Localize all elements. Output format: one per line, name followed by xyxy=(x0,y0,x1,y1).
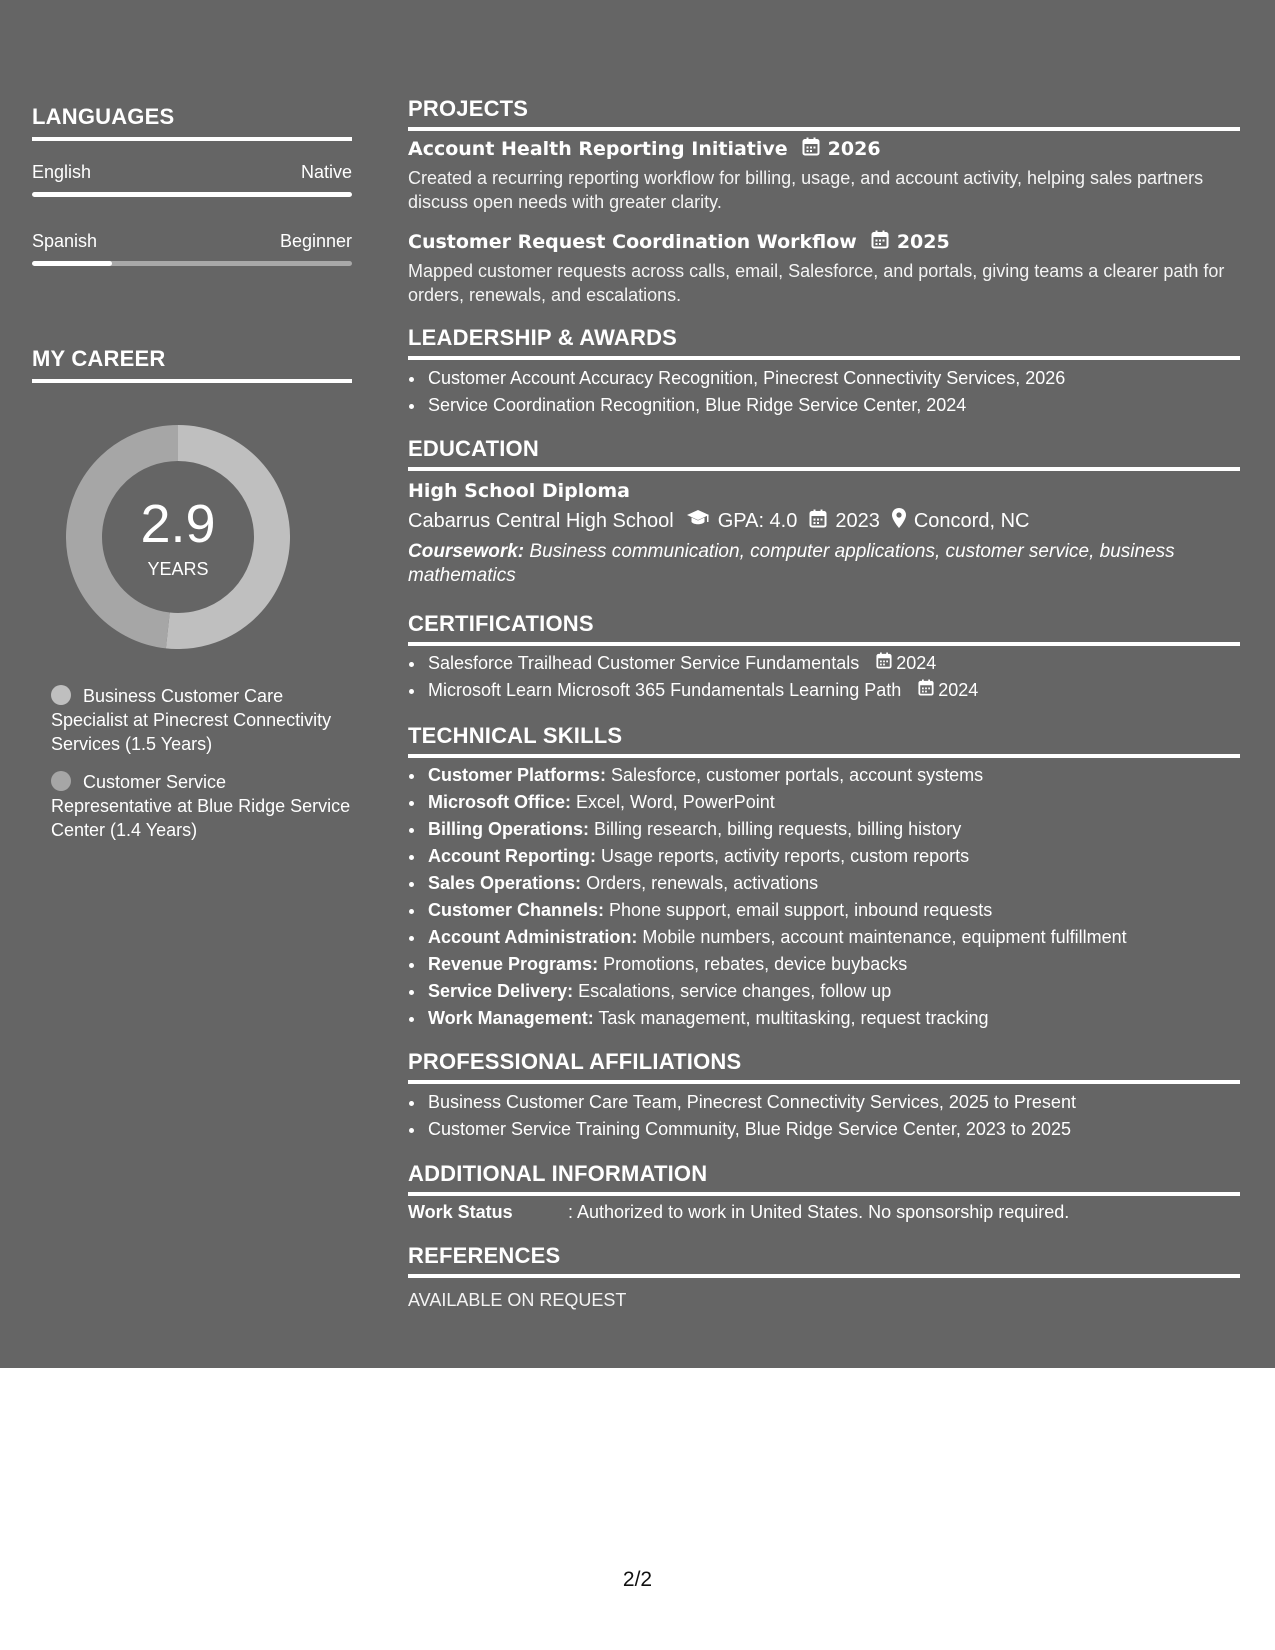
skill-value: Mobile numbers, account maintenance, equipment fulfillment xyxy=(637,927,1127,947)
references-text: AVAILABLE ON REQUEST xyxy=(408,1290,627,1310)
skill-label: Sales Operations: xyxy=(428,873,582,893)
education-item xyxy=(408,480,1240,588)
certification-name: Salesforce Trailhead Customer Service Fundamentals xyxy=(428,653,860,673)
projects-title: PROJECTS xyxy=(408,96,529,121)
skill-item xyxy=(426,843,1240,870)
section-rule xyxy=(408,467,1240,471)
skill-item xyxy=(426,978,1240,1005)
career-years-label: YEARS xyxy=(147,559,209,579)
education-year: 2023 xyxy=(835,509,880,532)
skill-label: Revenue Programs: xyxy=(428,954,599,974)
career-legend-item xyxy=(51,770,351,842)
language-level: Beginner xyxy=(279,231,352,251)
coursework-label: Coursework: xyxy=(408,541,525,562)
skill-item xyxy=(426,816,1240,843)
page-number: 2/2 xyxy=(622,1568,653,1591)
career-legend-text: Customer Service Representative at Blue Ridge Service Center (1.4 Years) xyxy=(51,772,351,840)
skill-label: Customer Platforms: xyxy=(428,765,607,785)
section-rule xyxy=(408,642,1240,646)
language-name: Spanish xyxy=(32,231,98,251)
project-description: Mapped customer requests across calls, email, Salesforce, and portals, giving teams a clearer path for orders, renewals, and escalations. xyxy=(408,261,1225,305)
project-year: 2026 xyxy=(827,138,881,160)
affiliations-section xyxy=(408,1049,1240,1084)
skill-item xyxy=(426,1005,1240,1032)
skill-label: Billing Operations: xyxy=(428,819,590,839)
education-location: Concord, NC xyxy=(913,509,1030,532)
work-status-value: : Authorized to work in United States. No sponsorship required. xyxy=(568,1202,1070,1222)
legend-dot xyxy=(51,685,71,705)
certifications-title: CERTIFICATIONS xyxy=(408,611,594,636)
language-name: English xyxy=(32,162,92,182)
skill-label: Work Management: xyxy=(428,1008,594,1028)
leadership-section xyxy=(408,325,1240,360)
calendar-icon xyxy=(802,137,820,161)
skill-value: Task management, multitasking, request tracking xyxy=(593,1008,989,1028)
career-total-years: 2.9 xyxy=(140,494,216,554)
skill-label: Customer Channels: xyxy=(428,900,605,920)
career-donut-chart xyxy=(66,425,290,649)
language-proficiency-bar xyxy=(32,192,352,197)
skill-item xyxy=(426,897,1240,924)
section-rule xyxy=(408,356,1240,360)
project-description: Created a recurring reporting workflow for billing, usage, and account activity, helping sales partners discuss open needs with greater clarity. xyxy=(408,168,1204,212)
skills-section xyxy=(408,723,1240,758)
section-rule xyxy=(32,137,352,141)
leadership-list xyxy=(408,365,1240,419)
project-name: Customer Request Coordination Workflow xyxy=(408,231,857,253)
education-title: EDUCATION xyxy=(408,436,539,461)
skill-item xyxy=(426,762,1240,789)
project-year: 2025 xyxy=(896,231,950,253)
project-item xyxy=(408,230,1240,307)
section-rule xyxy=(32,379,352,383)
skill-value: Orders, renewals, activations xyxy=(581,873,819,893)
skill-value: Promotions, rebates, device buybacks xyxy=(598,954,908,974)
calendar-icon xyxy=(871,230,889,254)
skill-value: Billing research, billing requests, billing history xyxy=(589,819,962,839)
certification-year: 2024 xyxy=(938,680,979,700)
skill-label: Microsoft Office: xyxy=(428,792,572,812)
skill-value: Usage reports, activity reports, custom reports xyxy=(596,846,970,866)
skill-value: Escalations, service changes, follow up xyxy=(573,981,892,1001)
graduation-cap-icon xyxy=(686,509,710,533)
section-rule xyxy=(408,754,1240,758)
references-section xyxy=(408,1243,1240,1278)
career-title: MY CAREER xyxy=(32,346,166,371)
education-section xyxy=(408,436,1240,471)
coursework-text: Business communication, computer applications, customer service, business mathematics xyxy=(408,541,1175,586)
references-title: REFERENCES xyxy=(408,1243,561,1268)
section-rule xyxy=(408,1274,1240,1278)
skill-label: Account Administration: xyxy=(428,927,638,947)
certifications-section xyxy=(408,611,1240,646)
education-coursework xyxy=(408,540,1240,588)
skills-list xyxy=(408,762,1240,1032)
project-item xyxy=(408,137,1240,214)
map-pin-icon xyxy=(892,508,906,534)
skill-value: Excel, Word, PowerPoint xyxy=(571,792,775,812)
career-legend-text: Business Customer Care Specialist at Pinecrest Connectivity Services (1.5 Years) xyxy=(51,686,332,754)
career-legend-item xyxy=(51,684,351,756)
skill-label: Account Reporting: xyxy=(428,846,596,866)
additional-section xyxy=(408,1161,1240,1196)
skill-item xyxy=(426,789,1240,816)
skills-title: TECHNICAL SKILLS xyxy=(408,723,623,748)
affiliations-title: PROFESSIONAL AFFILIATIONS xyxy=(408,1049,742,1074)
section-rule xyxy=(408,1192,1240,1196)
certification-name: Microsoft Learn Microsoft 365 Fundamentals Learning Path xyxy=(428,680,902,700)
project-name: Account Health Reporting Initiative xyxy=(408,138,788,160)
language-proficiency-bar xyxy=(32,261,352,266)
calendar-icon xyxy=(918,677,938,704)
calendar-icon xyxy=(876,650,896,677)
languages-title: LANGUAGES xyxy=(32,104,175,129)
language-level: Native xyxy=(300,162,352,182)
work-status-row xyxy=(408,1202,1240,1223)
education-degree: High School Diploma xyxy=(408,480,630,502)
language-item-english xyxy=(32,162,352,197)
language-proficiency-fill xyxy=(32,261,112,266)
skill-item xyxy=(426,924,1240,951)
career-section xyxy=(32,346,352,383)
language-proficiency-fill xyxy=(32,192,352,197)
certifications-list xyxy=(408,650,1240,704)
list-item: • Service Coordination Recognition, Blue Ridge Service Center, 2024 xyxy=(426,392,1240,419)
list-item: • Customer Account Accuracy Recognition, Pinecrest Connectivity Services, 2026 xyxy=(426,365,1240,392)
education-school: Cabarrus Central High School xyxy=(408,509,674,532)
education-gpa: GPA: 4.0 xyxy=(717,509,798,532)
leadership-title: LEADERSHIP & AWARDS xyxy=(408,325,678,350)
skill-item xyxy=(426,870,1240,897)
skill-value: Salesforce, customer portals, account systems xyxy=(606,765,984,785)
list-item: • Business Customer Care Team, Pinecrest Connectivity Services, 2025 to Present xyxy=(426,1089,1240,1116)
references-text-block xyxy=(408,1288,1240,1312)
skill-label: Service Delivery: xyxy=(428,981,574,1001)
language-item-spanish xyxy=(32,231,352,266)
list-item xyxy=(426,650,1240,677)
certification-year: 2024 xyxy=(896,653,937,673)
skill-item xyxy=(426,951,1240,978)
list-item: • Customer Service Training Community, Blue Ridge Service Center, 2023 to 2025 xyxy=(426,1116,1240,1143)
list-item xyxy=(426,677,1240,704)
section-rule xyxy=(408,1080,1240,1084)
affiliations-list xyxy=(408,1089,1240,1143)
skill-value: Phone support, email support, inbound requests xyxy=(604,900,993,920)
languages-section xyxy=(32,104,352,141)
calendar-icon xyxy=(809,509,827,534)
work-status-label: Work Status xyxy=(408,1202,513,1222)
projects-section xyxy=(408,96,1240,131)
additional-title: ADDITIONAL INFORMATION xyxy=(408,1161,708,1186)
legend-dot xyxy=(51,771,71,791)
section-rule xyxy=(408,127,1240,131)
